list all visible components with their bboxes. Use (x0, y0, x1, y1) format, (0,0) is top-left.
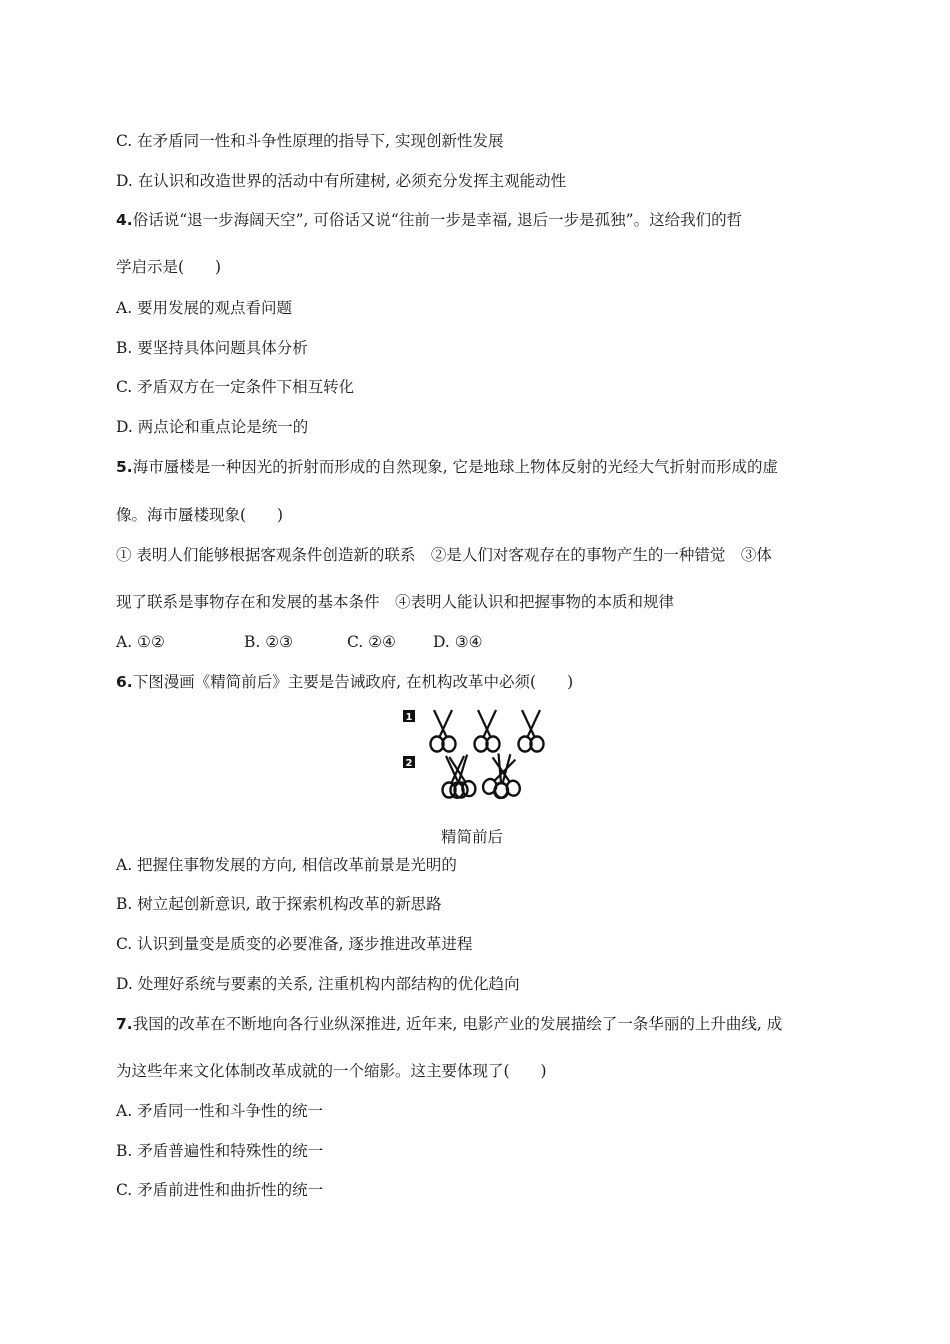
q6-stem-line (116, 672, 573, 692)
q7-stem-line-1 (116, 1014, 782, 1034)
q4-stem-text-1: 俗话说“退一步海阔天空”, 可俗话又说“往前一步是幸福, 退后一步是孤独”。这给我们的哲 (132, 211, 743, 229)
q6-option-b: B. 树立起创新意识, 敢于探索机构改革的新思路 (116, 895, 442, 913)
q4-option-c: C. 矛盾双方在一定条件下相互转化 (116, 378, 355, 396)
q6-option-a: A. 把握住事物发展的方向, 相信改革前景是光明的 (116, 856, 457, 874)
figure-label-1: 1 (405, 712, 413, 723)
q5-item-line-1: ① 表明人们能够根据客观条件创造新的联系 ②是人们对客观存在的事物产生的一种错觉 ③体 (116, 546, 772, 564)
q3-option-d: D. 在认识和改造世界的活动中有所建树, 必须充分发挥主观能动性 (116, 172, 567, 190)
scissors-icon (519, 710, 544, 752)
q7-number: 7. (116, 1015, 133, 1033)
q7-stem-text-1: 我国的改革在不断地向各行业纵深推进, 近年来, 电影产业的发展描绘了一条华丽的上升曲线, 成 (132, 1015, 783, 1033)
q4-stem-line-1 (116, 210, 742, 230)
q4-option-b: B. 要坚持具体问题具体分析 (116, 339, 308, 357)
scissors-icon (431, 710, 456, 752)
q4-stem-line-2: 学启示是( ) (116, 258, 222, 276)
q3-option-c: C. 在矛盾同一性和斗争性原理的指导下, 实现创新性发展 (116, 132, 504, 150)
q5-stem-text-1: 海市蜃楼是一种因光的折射而形成的自然现象, 它是地球上物体反射的光经大气折射而形成的虚 (132, 458, 779, 476)
q7-option-a: A. 矛盾同一性和斗争性的统一 (116, 1102, 324, 1120)
q5-stem-line-1 (116, 457, 778, 477)
q6-stem-text: 下图漫画《精简前后》主要是告诫政府, 在机构改革中必须( ) (132, 673, 574, 691)
q4-option-a: A. 要用发展的观点看问题 (116, 299, 293, 317)
q4-option-d: D. 两点论和重点论是统一的 (116, 418, 309, 436)
cartoon-scissors-drawing (400, 706, 560, 806)
q5-options-row (116, 632, 483, 652)
q5-item-line-2: 现了联系是事物存在和发展的基本条件 ④表明人能认识和把握事物的本质和规律 (116, 593, 675, 611)
scissors-icon (475, 710, 500, 752)
q5-option-d: D. ③④ (433, 633, 483, 651)
q5-option-c: C. ②④ (347, 633, 396, 651)
q5-stem-line-2: 像。海市蜃楼现象( ) (116, 506, 284, 524)
q6-option-c: C. 认识到量变是质变的必要准备, 逐步推进改革进程 (116, 935, 473, 953)
cartoon-figure (400, 706, 560, 806)
q6-option-d: D. 处理好系统与要素的关系, 注重机构内部结构的优化趋向 (116, 975, 520, 993)
q7-option-c: C. 矛盾前进性和曲折性的统一 (116, 1181, 324, 1199)
q7-option-b: B. 矛盾普遍性和特殊性的统一 (116, 1142, 324, 1160)
q5-option-a: A. ①② (116, 633, 165, 651)
tangled-scissors-icon (443, 754, 477, 799)
q4-number: 4. (116, 211, 133, 229)
figure-caption: 精简前后 (441, 828, 504, 846)
q5-number: 5. (116, 458, 133, 476)
tangled-scissors-icon (477, 746, 533, 806)
q6-number: 6. (116, 673, 133, 691)
q7-stem-line-2: 为这些年来文化体制改革成就的一个缩影。这主要体现了( ) (116, 1062, 547, 1080)
q5-option-b: B. ②③ (244, 633, 294, 651)
figure-label-2: 2 (405, 758, 413, 769)
